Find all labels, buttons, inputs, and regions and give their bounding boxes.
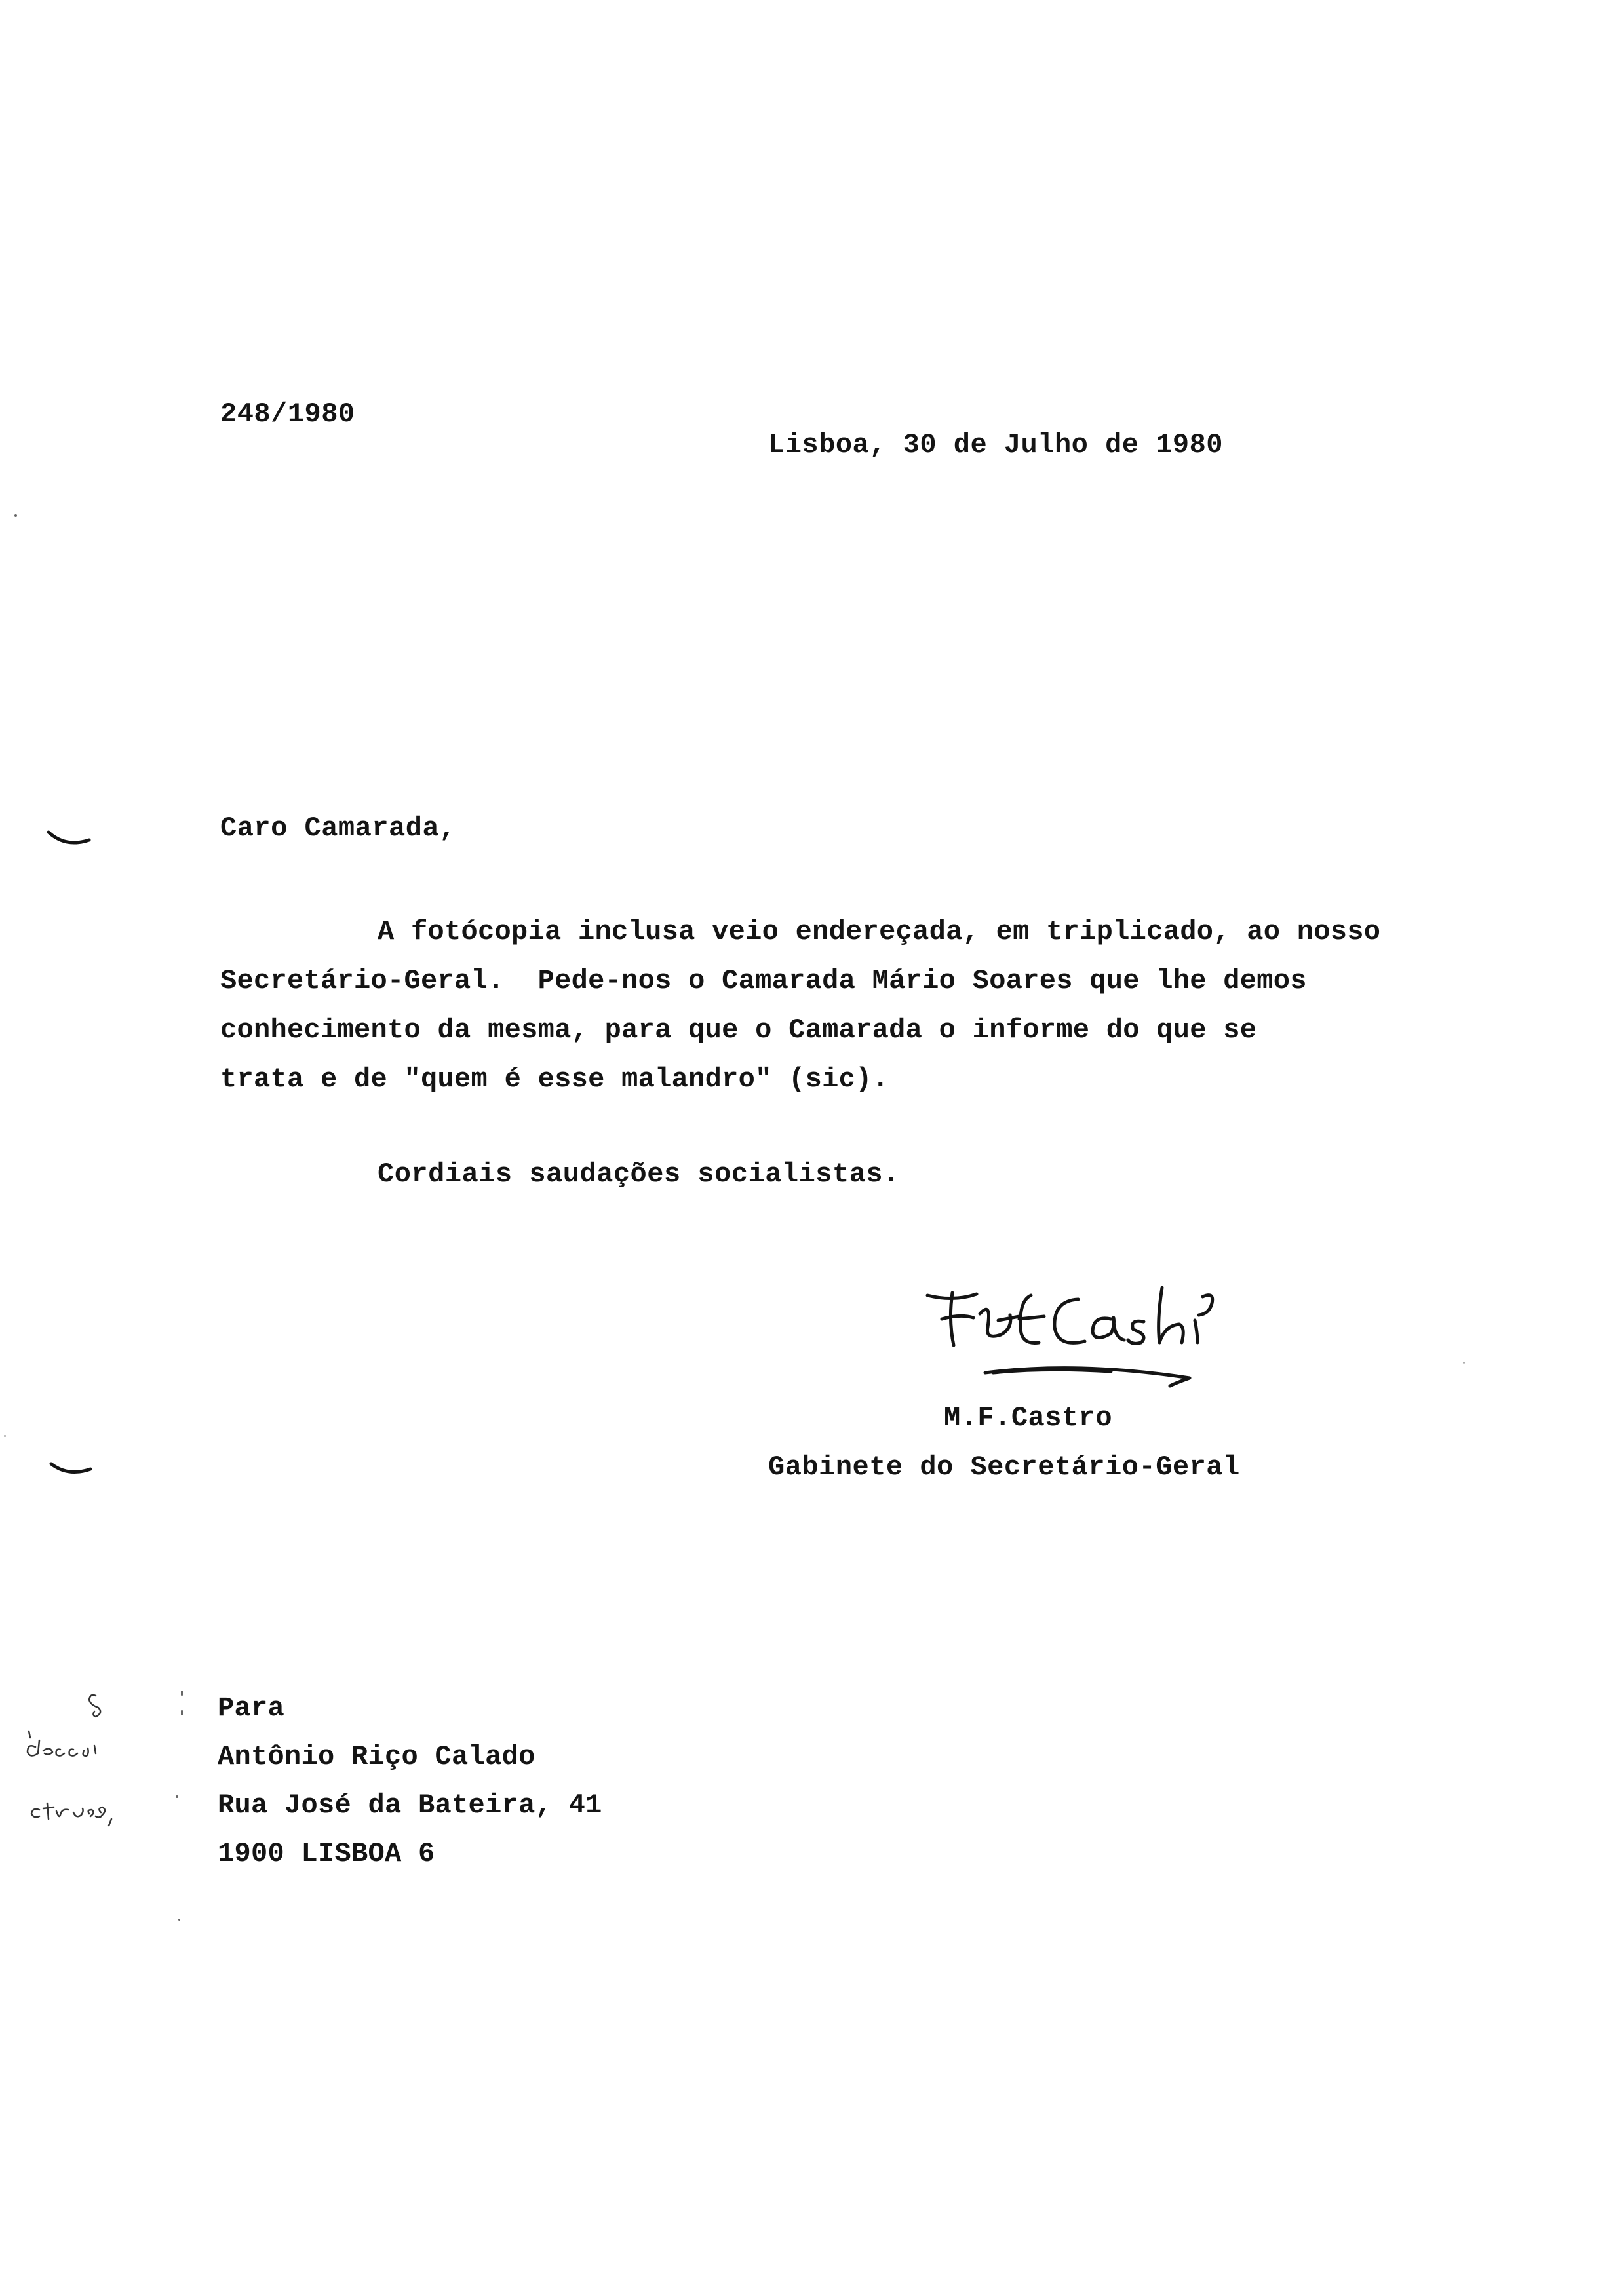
body-line: Secretário-Geral. Pede-nos o Camarada Mário Soares que lhe demos xyxy=(220,965,1307,997)
handwritten-margin-note-icon xyxy=(13,1691,210,1867)
body-paragraph xyxy=(220,908,1570,1104)
body-line: conhecimento da mesma, para que o Camarada o informe do que se xyxy=(220,1014,1257,1046)
paper-speck xyxy=(1463,1362,1465,1364)
salutation: Caro Camarada, xyxy=(220,813,456,844)
recipient-name: Antônio Riço Calado xyxy=(218,1741,535,1772)
recipient-block xyxy=(218,1684,602,1878)
signatory-name: M.F.Castro xyxy=(944,1402,1113,1434)
letter-date: Lisboa, 30 de Julho de 1980 xyxy=(768,429,1224,461)
paper-speck xyxy=(14,514,17,517)
paper-speck xyxy=(178,1919,180,1921)
margin-tick-icon xyxy=(46,826,98,852)
recipient-city: 1900 LISBOA 6 xyxy=(218,1838,435,1869)
closing-line: Cordiais saudações socialistas. xyxy=(378,1158,900,1190)
paper-speck xyxy=(181,1691,183,1696)
body-line: trata e de "quem é esse malandro" (sic). xyxy=(220,1063,889,1095)
paper-speck xyxy=(181,1710,183,1715)
paper-speck xyxy=(4,1435,6,1437)
recipient-street: Rua José da Bateira, 41 xyxy=(218,1789,602,1821)
reference-number: 248/1980 xyxy=(220,398,355,430)
paper-speck xyxy=(176,1795,178,1798)
margin-tick-icon xyxy=(49,1456,101,1482)
handwritten-signature-icon xyxy=(914,1274,1242,1399)
recipient-label: Para xyxy=(218,1693,285,1724)
body-line: A fotócopia inclusa veio endereçada, em triplicado, ao nosso xyxy=(378,916,1381,947)
signatory-office: Gabinete do Secretário-Geral xyxy=(768,1451,1240,1483)
